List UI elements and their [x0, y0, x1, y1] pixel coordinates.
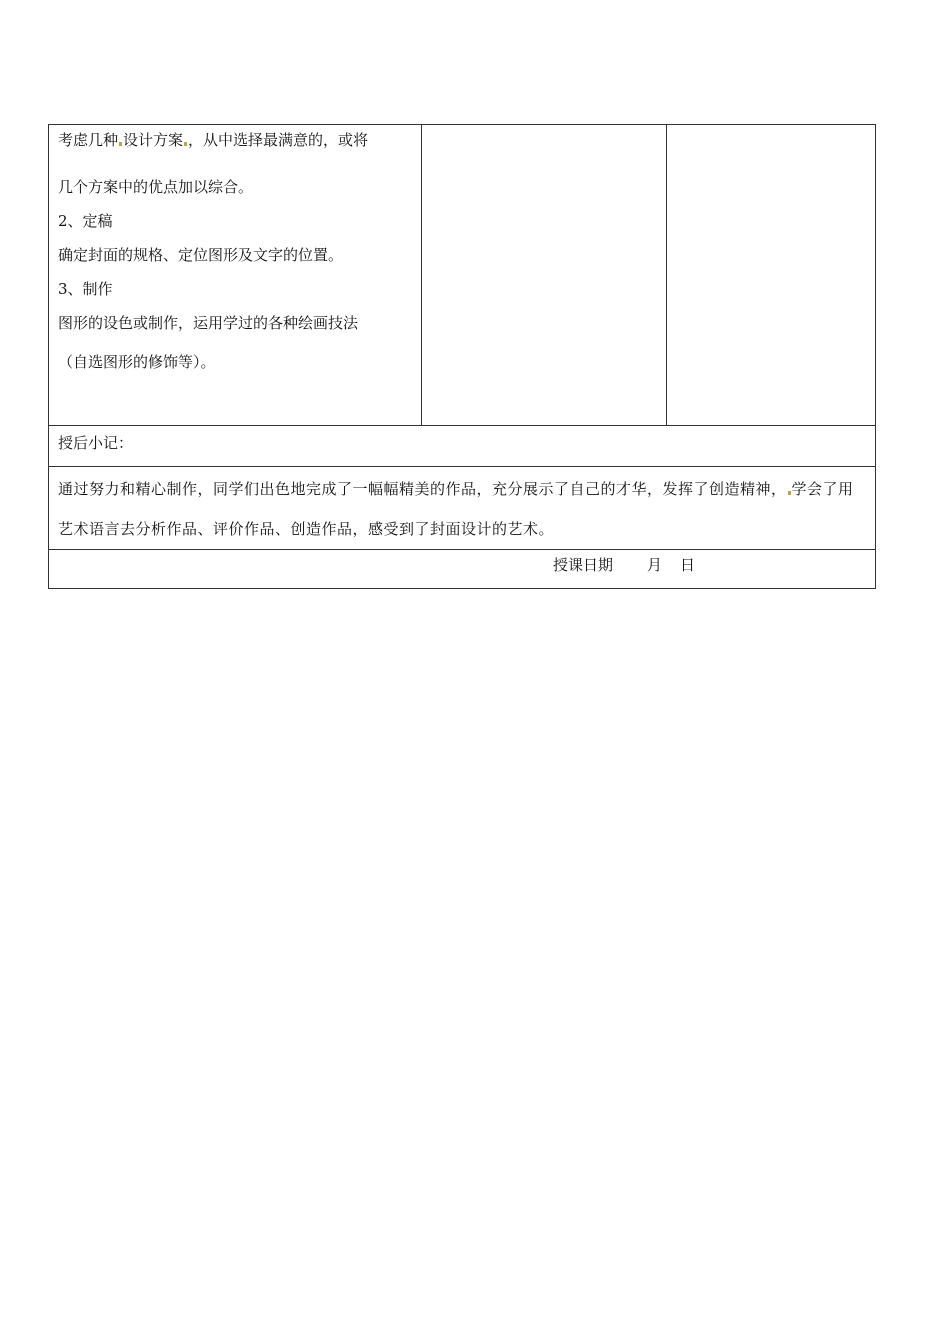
plan-text-a: 考虑几种: [58, 131, 119, 149]
plan-line-7: （自选图形的修饰等）。: [58, 353, 216, 371]
plan-line-4: 确定封面的规格、定位图形及文字的位置。: [58, 246, 344, 264]
date-label: 授课日期: [553, 556, 614, 574]
date-cell: [49, 550, 876, 589]
notes-heading: 授后小记：: [49, 426, 876, 467]
date-day: 日: [680, 556, 696, 574]
edit-marker-icon: [119, 142, 122, 146]
notes-text-part2: 学会了用艺术语言去分析作品、评价作品、创造作品，感受到了封面设计的艺术。: [58, 480, 854, 538]
notes-text-part1: 通过努力和精心制作，同学们出色地完成了一幅幅精美的作品，充分展示了自己的才华，发挥了创造精神，: [58, 480, 787, 498]
plan-line-2: 几个方案中的优点加以综合。: [58, 178, 254, 196]
plan-text-b: 设计方案: [123, 131, 184, 149]
date-row: [49, 550, 876, 589]
plan-empty-cell-3: [666, 125, 875, 426]
notes-body-cell: [49, 467, 876, 550]
edit-marker-icon: [788, 491, 791, 495]
date-month: 月: [647, 556, 663, 574]
notes-heading-row: [49, 426, 876, 467]
notes-body-row: [49, 467, 876, 550]
lesson-date: [553, 556, 695, 574]
plan-content-cell: [49, 125, 422, 426]
plan-line-6: 图形的设色或制作，运用学过的各种绘画技法: [58, 314, 359, 332]
plan-text-c: ，从中选择最满意的，或将: [188, 131, 369, 149]
plan-row: [49, 125, 876, 426]
plan-line-3: 2、定稿: [58, 212, 113, 230]
plan-line-5: 3、制作: [58, 280, 113, 298]
plan-empty-cell-2: [422, 125, 666, 426]
plan-line-1: [58, 127, 413, 153]
notes-body-text: [58, 480, 854, 538]
lesson-plan-table: [48, 124, 876, 589]
edit-marker-icon: [184, 142, 187, 146]
